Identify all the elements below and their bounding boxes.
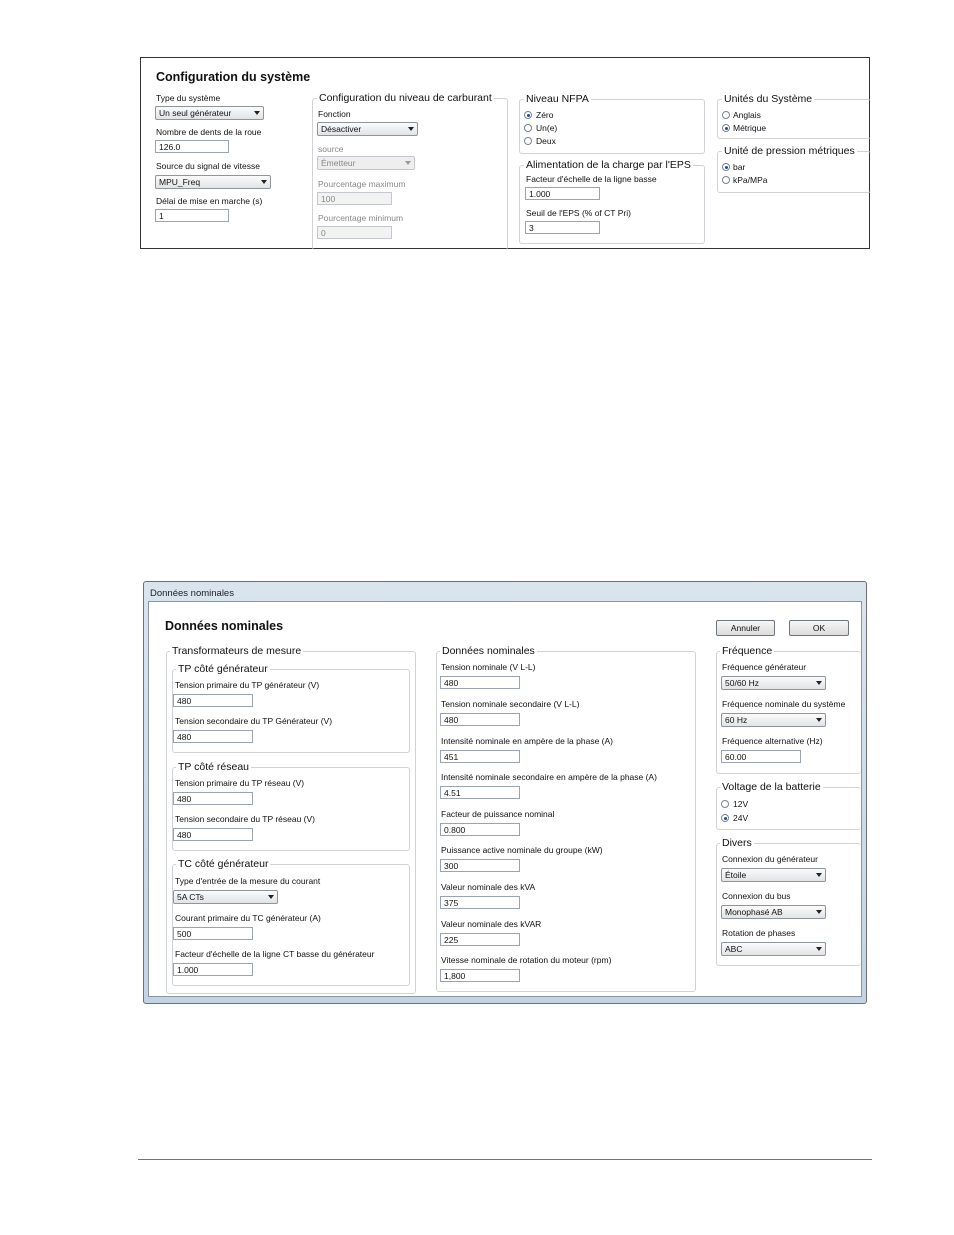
fuel-max-input[interactable]: 100 — [317, 192, 392, 205]
gen-frequency-label: Fréquence générateur — [722, 662, 807, 672]
rating-label: Puissance active nominale du groupe (kW) — [441, 845, 603, 855]
pressure-bar-radio[interactable] — [722, 163, 730, 171]
gen-connection-select[interactable]: Étoile — [721, 868, 826, 882]
tp-gen-primary-input[interactable]: 480 — [173, 694, 253, 707]
tc-gen-group-title: TC côté générateur — [178, 858, 269, 870]
gen-connection-label: Connexion du générateur — [722, 854, 818, 864]
eps-scale-label: Facteur d'échelle de la ligne basse — [526, 174, 657, 184]
units-metric-label: Métrique — [733, 123, 767, 133]
window-client-area — [148, 601, 862, 997]
rating-label: Valeur nominale des kVA — [441, 882, 536, 892]
units-metric-radio[interactable] — [722, 124, 730, 132]
tp-gen-secondary-label: Tension secondaire du TP Générateur (V) — [175, 716, 333, 726]
chevron-down-icon — [408, 127, 414, 131]
chevron-down-icon — [261, 180, 267, 184]
chevron-down-icon — [816, 681, 822, 685]
rating-input[interactable]: 4.51 — [440, 786, 520, 799]
system-config-panel — [140, 57, 870, 249]
rating-input[interactable]: 480 — [440, 676, 520, 689]
units-english-label: Anglais — [733, 110, 761, 120]
fuel-level-group-title: Configuration du niveau de carburant — [319, 92, 492, 104]
rating-label: Facteur de puissance nominal — [441, 809, 555, 819]
nfpa-one-label: Un(e) — [536, 123, 558, 133]
chevron-down-icon — [254, 111, 260, 115]
misc-group-title: Divers — [722, 837, 752, 849]
fuel-function-label: Fonction — [318, 109, 351, 119]
chevron-down-icon — [816, 910, 822, 914]
fuel-min-input[interactable]: 0 — [317, 226, 392, 239]
nfpa-zero-label: Zéro — [536, 110, 554, 120]
rating-label: Intensité nominale secondaire en ampère de la phase (A) — [441, 772, 657, 782]
tc-scale-label: Facteur d'échelle de la ligne CT basse du générateur — [175, 949, 375, 959]
tp-gen-group-title: TP côté générateur — [178, 663, 268, 675]
battery-24v-radio[interactable] — [721, 814, 729, 822]
rating-input[interactable]: 1,800 — [440, 969, 520, 982]
eps-load-group-title: Alimentation de la charge par l'EPS — [526, 159, 691, 171]
rating-input[interactable]: 480 — [440, 713, 520, 726]
sys-frequency-select[interactable]: 60 Hz — [721, 713, 826, 727]
fuel-function-select[interactable]: Désactiver — [317, 122, 418, 136]
battery-12v-label: 12V — [733, 799, 749, 809]
alt-frequency-input[interactable]: 60.00 — [721, 750, 801, 763]
system-config-title: Configuration du système — [156, 70, 311, 84]
rating-input[interactable]: 451 — [440, 750, 520, 763]
rating-label: Intensité nominale en ampère de la phase (A) — [441, 736, 613, 746]
nfpa-one-radio[interactable] — [524, 124, 532, 132]
speed-source-label: Source du signal de vitesse — [156, 161, 260, 171]
tp-gen-secondary-input[interactable]: 480 — [173, 730, 253, 743]
chevron-down-icon — [816, 873, 822, 877]
wheel-teeth-input[interactable]: 126.0 — [155, 140, 229, 153]
system-type-label: Type du système — [156, 93, 221, 103]
pressure-unit-group — [717, 145, 871, 193]
wheel-teeth-label: Nombre de dents de la roue — [156, 127, 262, 137]
system-units-group-title: Unités du Système — [724, 93, 813, 105]
fuel-source-select[interactable]: Émetteur — [317, 156, 415, 170]
ratings-group-title: Données nominales — [442, 645, 535, 657]
page-footer-rule — [138, 1159, 872, 1160]
measurement-transformers-group-title: Transformateurs de mesure — [172, 645, 302, 657]
ok-button[interactable]: OK — [789, 620, 849, 636]
fuel-max-label: Pourcentage maximum — [318, 179, 406, 189]
tc-primary-label: Courant primaire du TC générateur (A) — [175, 913, 321, 923]
chevron-down-icon — [405, 161, 411, 165]
tp-net-group-title: TP côté réseau — [178, 761, 250, 773]
tp-gen-primary-label: Tension primaire du TP générateur (V) — [175, 680, 320, 690]
start-delay-input[interactable]: 1 — [155, 209, 229, 222]
bus-connection-label: Connexion du bus — [722, 891, 791, 901]
sys-frequency-label: Fréquence nominale du système — [722, 699, 846, 709]
phase-rotation-select[interactable]: ABC — [721, 942, 826, 956]
eps-scale-input[interactable]: 1.000 — [525, 187, 600, 200]
cancel-button[interactable]: Annuler — [716, 620, 775, 636]
rating-label: Tension nominale secondaire (V L-L) — [441, 699, 580, 709]
window-title: Données nominales — [150, 588, 234, 599]
chevron-down-icon — [816, 718, 822, 722]
rating-label: Tension nominale (V L-L) — [441, 662, 536, 672]
alt-frequency-label: Fréquence alternative (Hz) — [722, 736, 823, 746]
rating-input[interactable]: 300 — [440, 859, 520, 872]
speed-source-select[interactable]: MPU_Freq — [155, 175, 271, 189]
nfpa-level-group-title: Niveau NFPA — [526, 93, 589, 105]
frequency-group-title: Fréquence — [722, 645, 773, 657]
tc-scale-input[interactable]: 1.000 — [173, 963, 253, 976]
rating-input[interactable]: 0.800 — [440, 823, 520, 836]
nfpa-zero-radio[interactable] — [524, 111, 532, 119]
dialog-title: Données nominales — [165, 619, 284, 633]
eps-threshold-input[interactable]: 3 — [525, 221, 600, 234]
tp-net-secondary-input[interactable]: 480 — [173, 828, 253, 841]
tp-net-primary-label: Tension primaire du TP réseau (V) — [175, 778, 305, 788]
eps-threshold-label: Seuil de l'EPS (% of CT Pri) — [526, 208, 631, 218]
fuel-min-label: Pourcentage minimum — [318, 213, 404, 223]
tc-primary-input[interactable]: 500 — [173, 927, 253, 940]
start-delay-label: Délai de mise en marche (s) — [156, 196, 263, 206]
system-type-select[interactable]: Un seul générateur — [155, 106, 264, 120]
tp-net-primary-input[interactable]: 480 — [173, 792, 253, 805]
tp-net-secondary-label: Tension secondaire du TP réseau (V) — [175, 814, 316, 824]
tc-type-label: Type d'entrée de la mesure du courant — [175, 876, 321, 886]
fuel-source-label: source — [318, 144, 344, 154]
pressure-kpa-radio[interactable] — [722, 176, 730, 184]
nfpa-two-radio[interactable] — [524, 137, 532, 145]
rating-label: Valeur nominale des kVAR — [441, 919, 542, 929]
battery-24v-label: 24V — [733, 813, 749, 823]
bus-connection-select[interactable]: Monophasé AB — [721, 905, 826, 919]
units-english-radio[interactable] — [722, 111, 730, 119]
gen-frequency-select[interactable]: 50/60 Hz — [721, 676, 826, 690]
chevron-down-icon — [816, 947, 822, 951]
phase-rotation-label: Rotation de phases — [722, 928, 796, 938]
tc-type-select[interactable]: 5A CTs — [173, 890, 278, 904]
pressure-kpa-label: kPa/MPa — [733, 175, 768, 185]
rating-label: Vitesse nominale de rotation du moteur (rpm) — [441, 955, 612, 965]
rating-input[interactable]: 225 — [440, 933, 520, 946]
pressure-bar-label: bar — [733, 162, 746, 172]
battery-12v-radio[interactable] — [721, 800, 729, 808]
pressure-unit-group-title: Unité de pression métriques — [724, 145, 855, 157]
nominal-data-window — [143, 581, 867, 1004]
rating-input[interactable]: 375 — [440, 896, 520, 909]
chevron-down-icon — [268, 895, 274, 899]
nfpa-two-label: Deux — [536, 136, 556, 146]
battery-voltage-group-title: Voltage de la batterie — [722, 781, 821, 793]
